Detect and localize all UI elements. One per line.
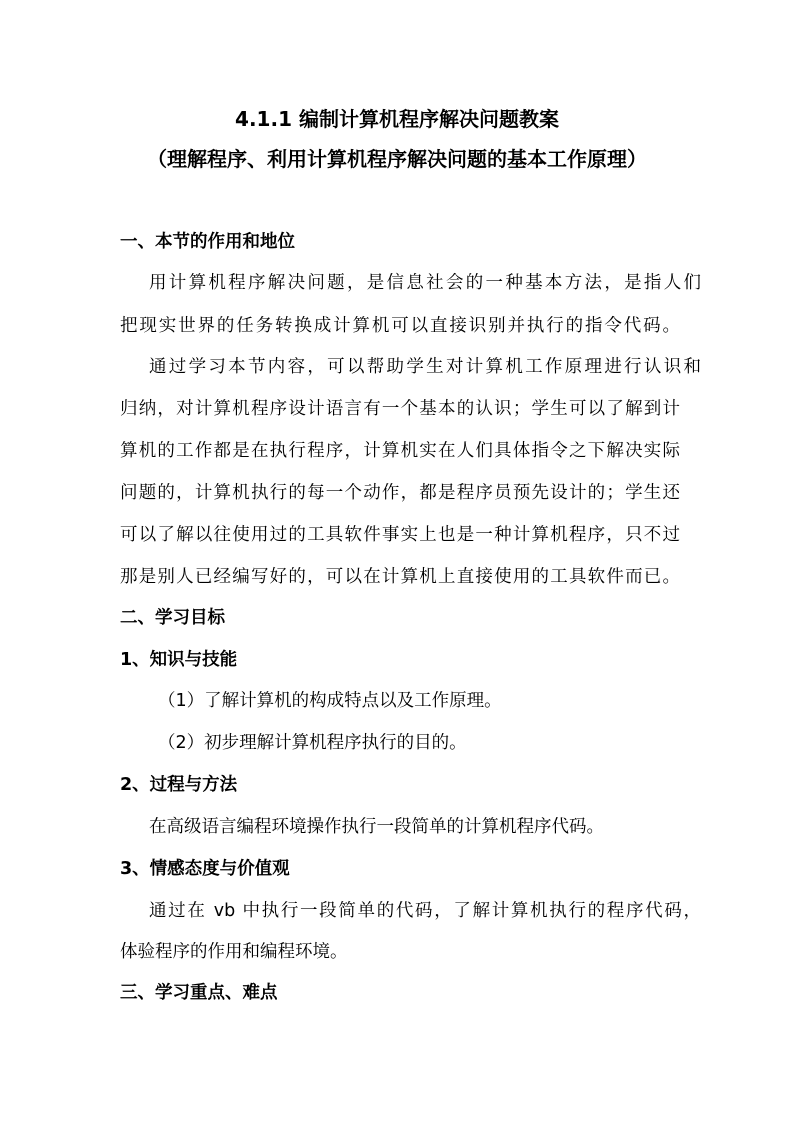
paragraph-line: 把现实世界的任务转换成计算机可以直接识别并执行的指令代码。 [120, 316, 680, 336]
section-3-heading: 三、学习重点、难点 [120, 983, 278, 1003]
paragraph-line: 归纳，对计算机程序设计语言有一个基本的认识；学生可以了解到计 [120, 399, 680, 419]
paragraph-line: 体验程序的作用和编程环境。 [120, 942, 348, 962]
subsection-2-heading: 2、过程与方法 [120, 775, 238, 795]
paragraph-line: 在高级语言编程环境操作执行一段简单的计算机程序代码。 [149, 817, 604, 837]
document-subtitle: （理解程序、利用计算机程序解决问题的基本工作原理） [147, 147, 647, 171]
paragraph-line: 算机的工作都是在执行程序，计算机实在人们具体指令之下解决实际 [120, 441, 680, 461]
document-title: 4.1.1 编制计算机程序解决问题教案 [235, 107, 559, 131]
paragraph-line: 问题的，计算机执行的每一个动作，都是程序员预先设计的；学生还 [120, 483, 680, 503]
subsection-3-heading: 3、情感态度与价值观 [120, 859, 290, 879]
section-1-heading: 一、本节的作用和地位 [120, 232, 295, 252]
paragraph-line: 那是别人已经编写好的，可以在计算机上直接使用的工具软件而已。 [120, 567, 680, 587]
list-item: （1）了解计算机的构成特点以及工作原理。 [158, 691, 502, 711]
subsection-1-heading: 1、知识与技能 [120, 650, 238, 670]
paragraph-line: 用计算机程序解决问题，是信息社会的一种基本方法，是指人们 [149, 273, 701, 293]
paragraph-line: 通过在 vb 中执行一段简单的代码，了解计算机执行的程序代码， [149, 901, 701, 921]
paragraph-line: 可以了解以往使用过的工具软件事实上也是一种计算机程序，只不过 [120, 525, 680, 545]
list-item: （2）初步理解计算机程序执行的目的。 [158, 733, 467, 753]
paragraph-line: 通过学习本节内容，可以帮助学生对计算机工作原理进行认识和 [149, 357, 701, 377]
section-2-heading: 二、学习目标 [120, 608, 225, 628]
